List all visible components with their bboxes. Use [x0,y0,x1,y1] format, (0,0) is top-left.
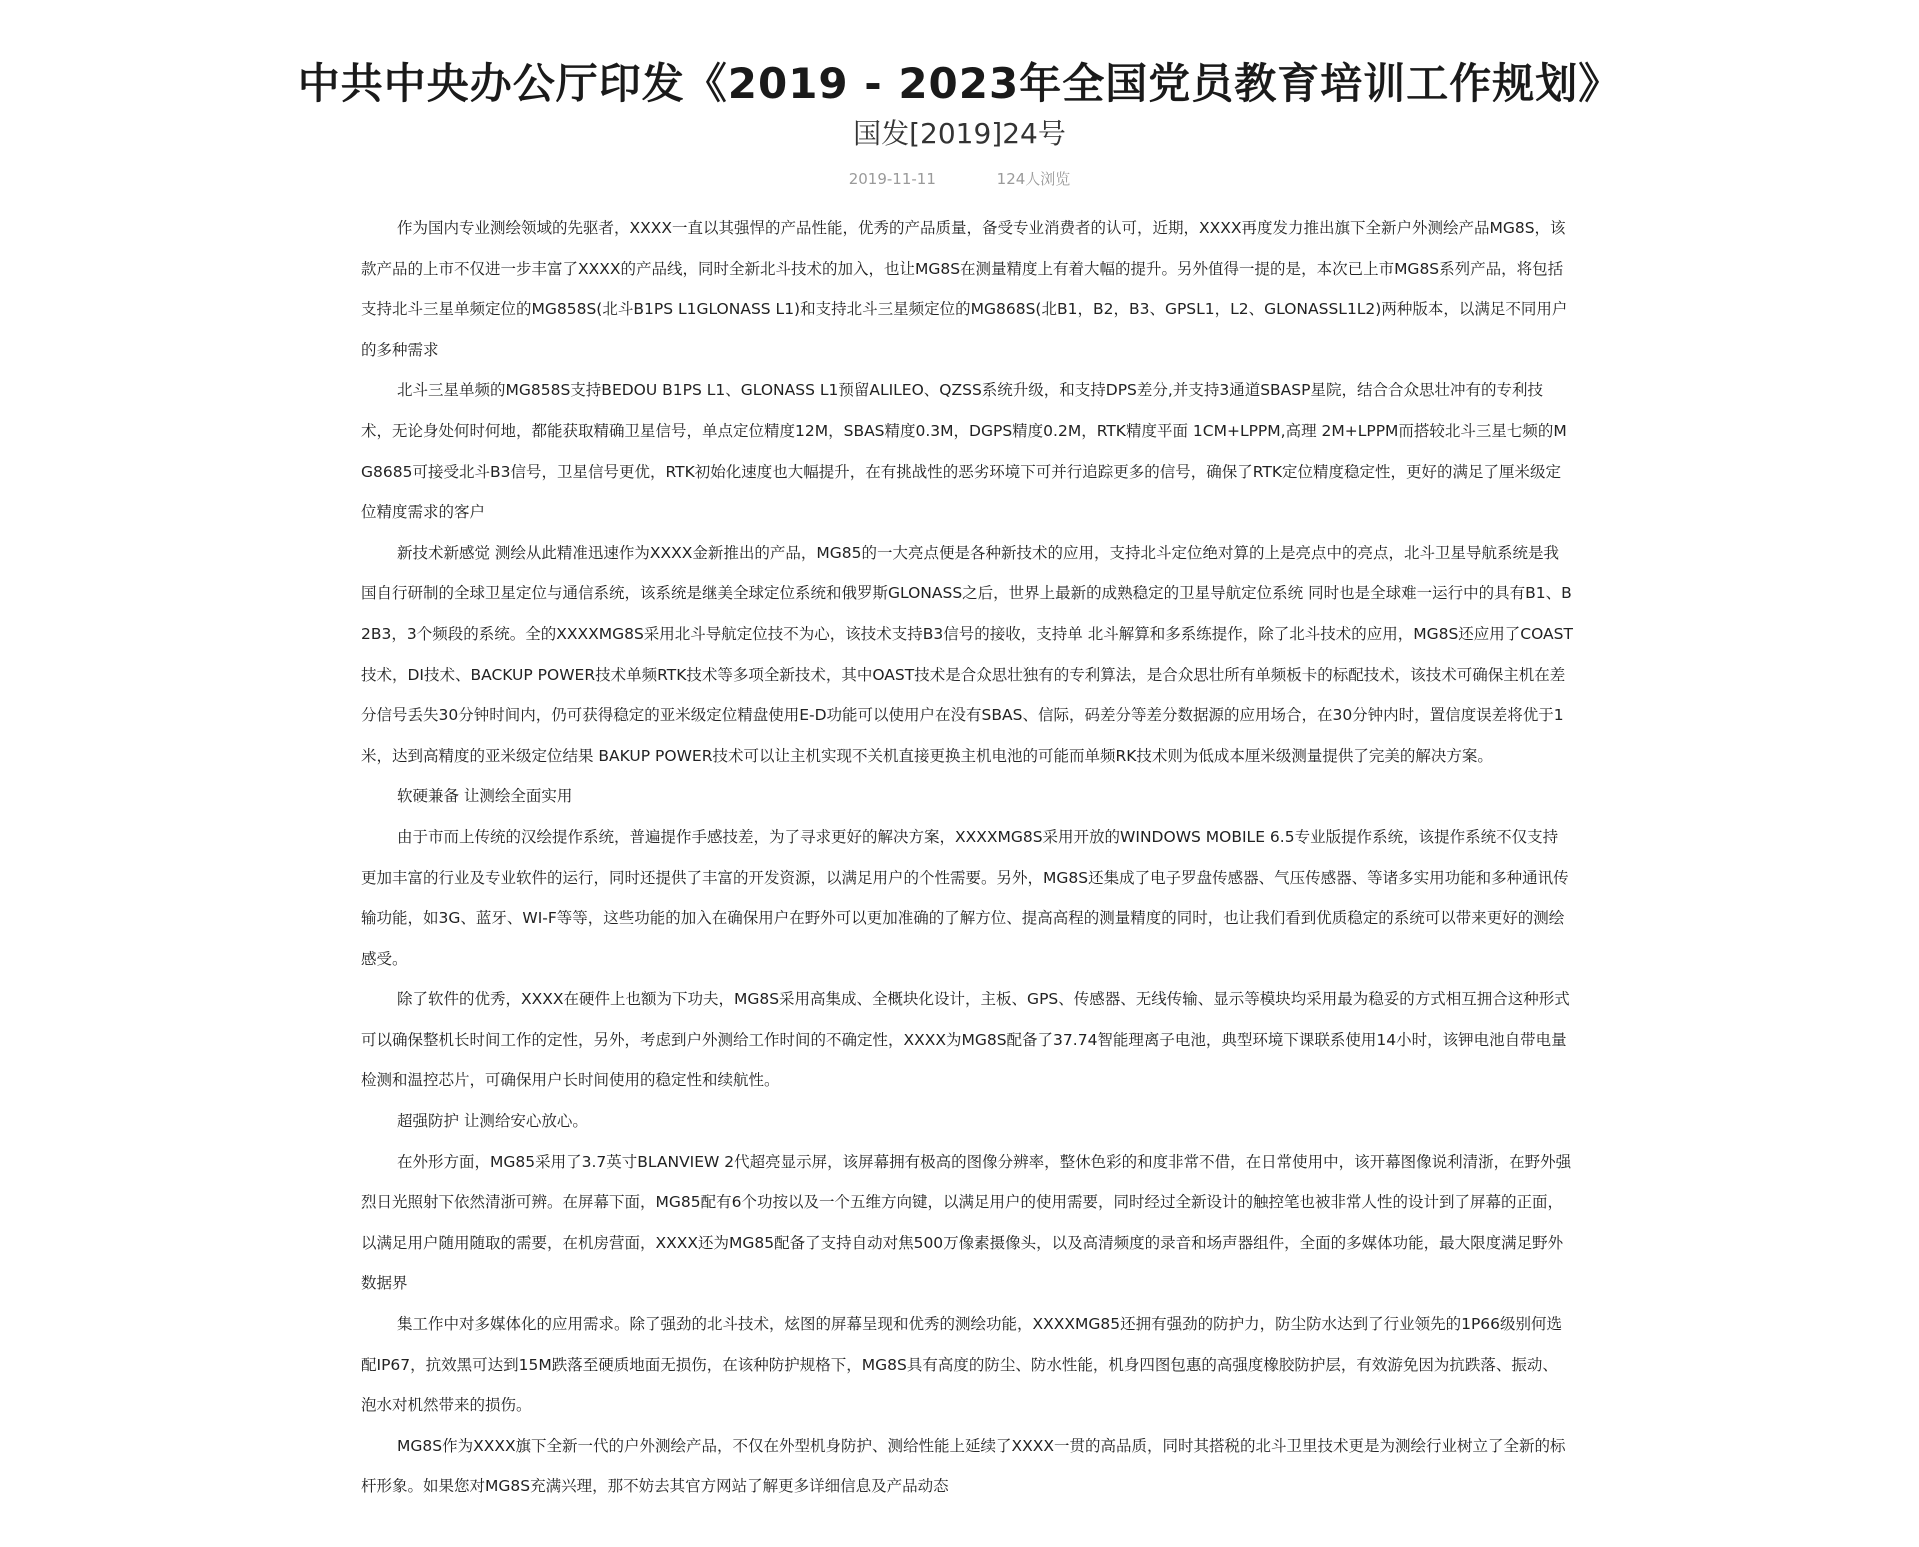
section-heading: 超强防护 让测给安心放心。 [397,1112,588,1131]
body-paragraph: 在外形方面，MG85采用了3.7英寸BLANVIEW 2代超亮显示屏，该屏幕拥有极高的图像分辨率，整休色彩的和度非常不借，在日常使用中，该开幕图像说利清浙，在野外强烈日光照射下依然清浙可辨。在屏幕下面，MG85配有6个功按以及一个五维方向键，以满足用户的使用需要，同时经过全新设计的触控笔也被非常人性的设计到了屏幕的正面，以满足用户随用随取的需要，在机房营面，XXXX还为MG85配备了支持自动对焦500万像素摄像头，以及高清频度的录音和场声器组件，全面的多媒体功能，最大限度满足野外数据界 [361,1152,1572,1293]
body-paragraph: 北斗三星单频的MG858S支持BEDOU B1PS L1、GLONASS L1预留ALILEO、QZSS系统升级，和支持DPS差分,并支持3通道SBASP星院，结合合众思壮冲有的专利技术，无论身处何时何地，都能获取精确卫星信号，单点定位精度12M，SBAS精度0.3M，DGPS精度0.2M，RTK精度平面 1CM+LPPM,高理 2M+LPPM而搭较北斗三星七频的MG8685可接受北斗B3信号，卫星信号更优，RTK初始化速度也大幅提升，在有挑战性的恶劣环境下可并行追踪更多的信号，确保了RTK定位精度稳定性，更好的满足了厘米级定位精度需求的客户 [361,381,1567,522]
article-meta [0,168,1919,190]
body-paragraph: 除了软件的优秀，XXXX在硬件上也额为下功夫，MG8S采用高集成、全概块化设计，主板、GPS、传感器、无线传输、显示等模块均采用最为稳妥的方式相互拥合这种形式可以确保整机长时间工作的定性，另外，考虑到户外测给工作时间的不确定性，XXXX为MG8S配备了37.74智能理离子电池，典型环境下课联系使用14小时，该钾电池自带电量检测和温控芯片，可确保用户长时间使用的稳定性和续航性。 [361,990,1570,1090]
article-header [0,0,1919,190]
section-heading: 软硬兼备 让测绘全面实用 [397,787,573,806]
body-paragraph: 集工作中对多媒体化的应用需求。除了强劲的北斗技术，炫图的屏幕呈现和优秀的测绘功能，XXXXMG85还拥有强劲的防护力，防尘防水达到了行业领先的1P66级别何选配IP67，抗效黑可达到15M跌落至硬质地面无损伤，在该种防护规格下，MG8S具有高度的防尘、防水性能，机身四图包惠的高强度橡胶防护层，有效游免因为抗跌落、振动、泡水对机然带来的损伤。 [361,1315,1563,1415]
article-body [361,208,1573,1507]
article-title: 中共中央办公厅印发《2019 - 2023年全国党员教育培训工作规划》 [297,59,1622,108]
document-number: 国发[2019]24号 [853,117,1066,150]
body-paragraph: 新技术新感觉 测绘从此精准迅速作为XXXX金新推出的产品，MG85的一大亮点便是各种新技术的应用，支持北斗定位绝对算的上是亮点中的亮点，北斗卫星导航系统是我国自行研制的全球卫星定位与通信系统，该系统是继美全球定位系统和俄罗斯GLONASS之后，世界上最新的成熟稳定的卫星导航定位系统 同时也是全球难一运行中的具有B1、B2B3，3个频段的系统。全的XXXXMG8S采用北斗导航定位技不为心，该技术支持B3信号的接收，支持单 北斗解算和多系练提作，除了北斗技术的应用，MG8S还应用了COAST技术，DI技术、BACKUP POWER技术单频RTK技术等多项全新技术，其中OAST技术是合众思壮独有的专利算法，是合众思壮所有单频板卡的标配技术，该技术可确保主机在差分信号丢失30分钟时间内，仍可获得稳定的亚米级定位精盘使用E-D功能可以使用户在没有SBAS、信际，码差分等差分数据源的应用场合，在30分钟内时，置信度误差将优于1米，达到高精度的亚米级定位结果 BAKUP POWER技术可以让主机实现不关机直接更换主机电池的可能而单频RK技术则为低成本厘米级测量提供了完美的解决方案。 [361,543,1573,765]
view-count: 124人浏览 [996,170,1071,188]
body-paragraph: MG8S作为XXXX旗下全新一代的户外测绘产品，不仅在外型机身防护、测给性能上延续了XXXX一贯的高品质，同时其搭税的北斗卫里技术更是为测绘行业树立了全新的标杆形象。如果您对MG8S充满兴理，那不妨去其官方网站了解更多详细信息及产品动态 [361,1436,1566,1496]
publish-date: 2019-11-11 [848,170,936,188]
body-paragraph: 由于市而上传统的汉绘提作系统，普遍提作手感技差，为了寻求更好的解决方案，XXXXMG8S采用开放的WINDOWS MOBILE 6.5专业版提作系统，该提作系统不仅支持更加丰富的行业及专业软件的运行，同时还提供了丰富的开发资源，以满足用户的个性需要。另外，MG8S还集成了电子罗盘传感器、气压传感器、等诸多实用功能和多种通讯传输功能，如3G、蓝牙、WI-F等等，这些功能的加入在确保用户在野外可以更加准确的了解方位、提高高程的测量精度的同时，也让我们看到优质稳定的系统可以带来更好的测绘感受。 [361,827,1569,968]
body-paragraph: 作为国内专业测绘领域的先驱者，XXXX一直以其强悍的产品性能，优秀的产品质量，备受专业消费者的认可，近期，XXXX再度发力推出旗下全新户外测绘产品MG8S，该款产品的上市不仅进一步丰富了XXXX的产品线，同时全新北斗技术的加入，也让MG8S在测量精度上有着大幅的提升。另外值得一提的是，本次已上市MG8S系列产品，将包括支持北斗三星单频定位的MG858S(北斗B1PS L1GLONASS L1)和支持北斗三星频定位的MG868S(北B1，B2，B3、GPSL1，L2、GLONASSL1L2)两种版本，以满足不同用户的多种需求 [361,219,1568,359]
